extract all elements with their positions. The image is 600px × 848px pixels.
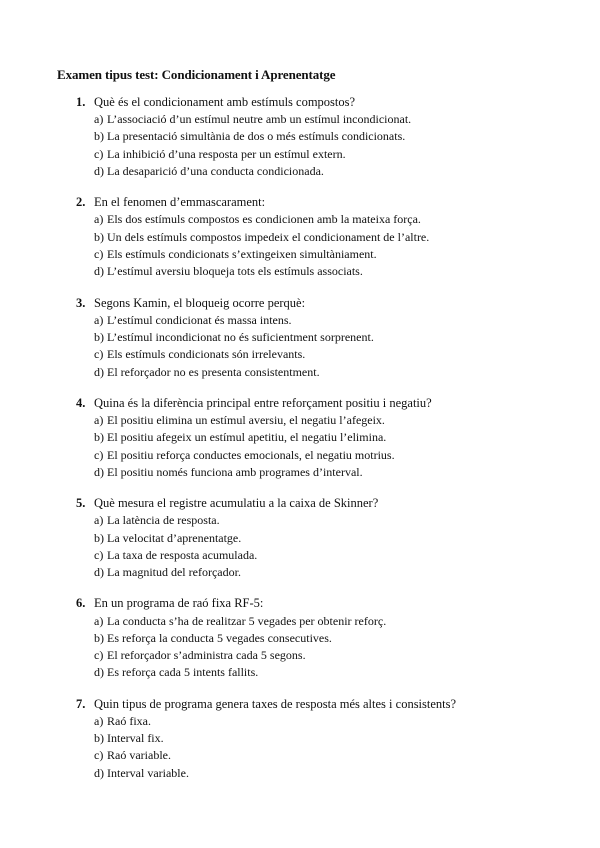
option-text: El reforçador s’administra cada 5 segons. xyxy=(107,648,306,663)
answer-option xyxy=(0,464,600,481)
answer-option xyxy=(0,364,600,381)
option-letter: a) xyxy=(94,212,104,227)
option-text: Interval variable. xyxy=(107,765,189,780)
option-text: La velocitat d’aprenentatge. xyxy=(107,530,242,545)
question-item xyxy=(0,695,600,782)
question-text: Quin tipus de programa genera taxes de resposta més altes i consistents? xyxy=(94,696,457,711)
question-item xyxy=(0,294,600,381)
option-text: L’associació d’un estímul neutre amb un estímul incondicionat. xyxy=(107,112,412,127)
option-letter: a) xyxy=(94,412,104,427)
option-text: El reforçador no es presenta consistentment. xyxy=(107,364,320,379)
answer-option xyxy=(0,312,600,329)
option-text: La latència de resposta. xyxy=(107,513,220,528)
answer-option xyxy=(0,146,600,163)
option-text: La taxa de resposta acumulada. xyxy=(107,547,258,562)
option-letter: a) xyxy=(94,713,104,728)
answer-option xyxy=(0,765,600,782)
option-letter: c) xyxy=(94,347,104,362)
option-text: La presentació simultània de dos o més estímuls condicionats. xyxy=(107,129,406,144)
answer-option xyxy=(0,111,600,128)
question-text: En un programa de raó fixa RF-5: xyxy=(94,596,264,611)
option-text: El positiu només funciona amb programes d’interval. xyxy=(107,464,363,479)
question-number: 3. xyxy=(76,295,86,310)
answer-option xyxy=(0,747,600,764)
option-letter: a) xyxy=(94,513,104,528)
option-letter: d) xyxy=(94,565,104,580)
option-text: Un dels estímuls compostos impedeix el condicionament de l’altre. xyxy=(107,229,430,244)
option-letter: a) xyxy=(94,112,104,127)
question-text: Segons Kamin, el bloqueig ocorre perquè: xyxy=(94,295,306,310)
question-number: 4. xyxy=(76,395,86,410)
option-text: El positiu afegeix un estímul apetitiu, el negatiu l’elimina. xyxy=(107,430,387,445)
answer-option xyxy=(0,447,600,464)
question-number: 6. xyxy=(76,596,86,611)
option-text: Es reforça la conducta 5 vegades consecutives. xyxy=(107,630,332,645)
answer-option xyxy=(0,564,600,581)
question-number: 5. xyxy=(76,496,86,511)
option-text: L’estímul aversiu bloqueja tots els estímuls associats. xyxy=(107,264,363,279)
option-letter: b) xyxy=(94,129,104,144)
exam-title: Examen tipus test: Condicionament i Aprenentatge xyxy=(57,67,336,82)
answer-option xyxy=(0,730,600,747)
option-text: Els estímuls condicionats s’extingeixen simultàniament. xyxy=(107,247,377,262)
option-letter: a) xyxy=(94,613,104,628)
option-text: La conducta s’ha de realitzar 5 vegades per obtenir reforç. xyxy=(107,613,387,628)
option-letter: b) xyxy=(94,229,104,244)
option-text: L’estímul condicionat és massa intens. xyxy=(107,312,292,327)
option-letter: c) xyxy=(94,146,104,161)
question-header xyxy=(0,594,600,612)
option-letter: c) xyxy=(94,447,104,462)
option-letter: b) xyxy=(94,530,104,545)
option-text: Raó variable. xyxy=(107,748,171,763)
question-item xyxy=(0,494,600,581)
answer-option xyxy=(0,630,600,647)
option-letter: c) xyxy=(94,748,104,763)
question-text: En el fenomen d’emmascarament: xyxy=(94,195,266,210)
question-list xyxy=(0,93,600,795)
option-text: La desaparició d’una conducta condicionada. xyxy=(107,164,324,179)
option-text: Es reforça cada 5 intents fallits. xyxy=(107,665,259,680)
option-letter: d) xyxy=(94,665,104,680)
question-text: Què és el condicionament amb estímuls compostos? xyxy=(94,95,356,109)
option-text: Els estímuls condicionats són irrelevants. xyxy=(107,347,306,362)
question-item xyxy=(0,193,600,280)
answer-option xyxy=(0,263,600,280)
option-text: La magnitud del reforçador. xyxy=(107,565,241,580)
option-letter: b) xyxy=(94,430,104,445)
answer-option xyxy=(0,713,600,730)
answer-option xyxy=(0,547,600,564)
answer-option xyxy=(0,530,600,547)
question-item xyxy=(0,93,600,180)
answer-option xyxy=(0,229,600,246)
answer-option xyxy=(0,613,600,630)
option-letter: d) xyxy=(94,164,104,179)
question-number: 7. xyxy=(76,696,86,711)
answer-option xyxy=(0,429,600,446)
option-letter: d) xyxy=(94,464,104,479)
answer-option xyxy=(0,412,600,429)
option-text: Els dos estímuls compostos es condicionen amb la mateixa força. xyxy=(107,212,421,227)
answer-option xyxy=(0,329,600,346)
option-text: Raó fixa. xyxy=(107,713,151,728)
answer-option xyxy=(0,647,600,664)
question-header xyxy=(0,93,600,111)
answer-option xyxy=(0,664,600,681)
answer-option xyxy=(0,512,600,529)
option-text: El positiu elimina un estímul aversiu, el negatiu l’afegeix. xyxy=(107,412,385,427)
question-header xyxy=(0,494,600,512)
question-header xyxy=(0,394,600,412)
question-header xyxy=(0,294,600,312)
option-text: L’estímul incondicionat no és suficientment sorprenent. xyxy=(107,330,374,345)
option-text: El positiu reforça conductes emocionals, el negatiu motrius. xyxy=(107,447,395,462)
option-letter: d) xyxy=(94,765,104,780)
question-item xyxy=(0,594,600,681)
option-letter: a) xyxy=(94,312,104,327)
option-letter: d) xyxy=(94,364,104,379)
option-letter: b) xyxy=(94,731,104,746)
question-number: 1. xyxy=(76,95,86,109)
option-letter: c) xyxy=(94,247,104,262)
answer-option xyxy=(0,211,600,228)
option-letter: b) xyxy=(94,630,104,645)
option-letter: c) xyxy=(94,648,104,663)
question-text: Què mesura el registre acumulatiu a la caixa de Skinner? xyxy=(94,496,379,511)
answer-option xyxy=(0,128,600,145)
question-text: Quina és la diferència principal entre reforçament positiu i negatiu? xyxy=(94,395,432,410)
answer-option xyxy=(0,246,600,263)
option-text: Interval fix. xyxy=(107,731,164,746)
option-letter: d) xyxy=(94,264,104,279)
option-text: La inhibició d’una resposta per un estímul extern. xyxy=(107,146,346,161)
question-header xyxy=(0,193,600,211)
answer-option xyxy=(0,346,600,363)
answer-option xyxy=(0,163,600,180)
question-item xyxy=(0,394,600,481)
question-number: 2. xyxy=(76,195,86,210)
option-letter: b) xyxy=(94,330,104,345)
option-letter: c) xyxy=(94,547,104,562)
question-header xyxy=(0,695,600,713)
